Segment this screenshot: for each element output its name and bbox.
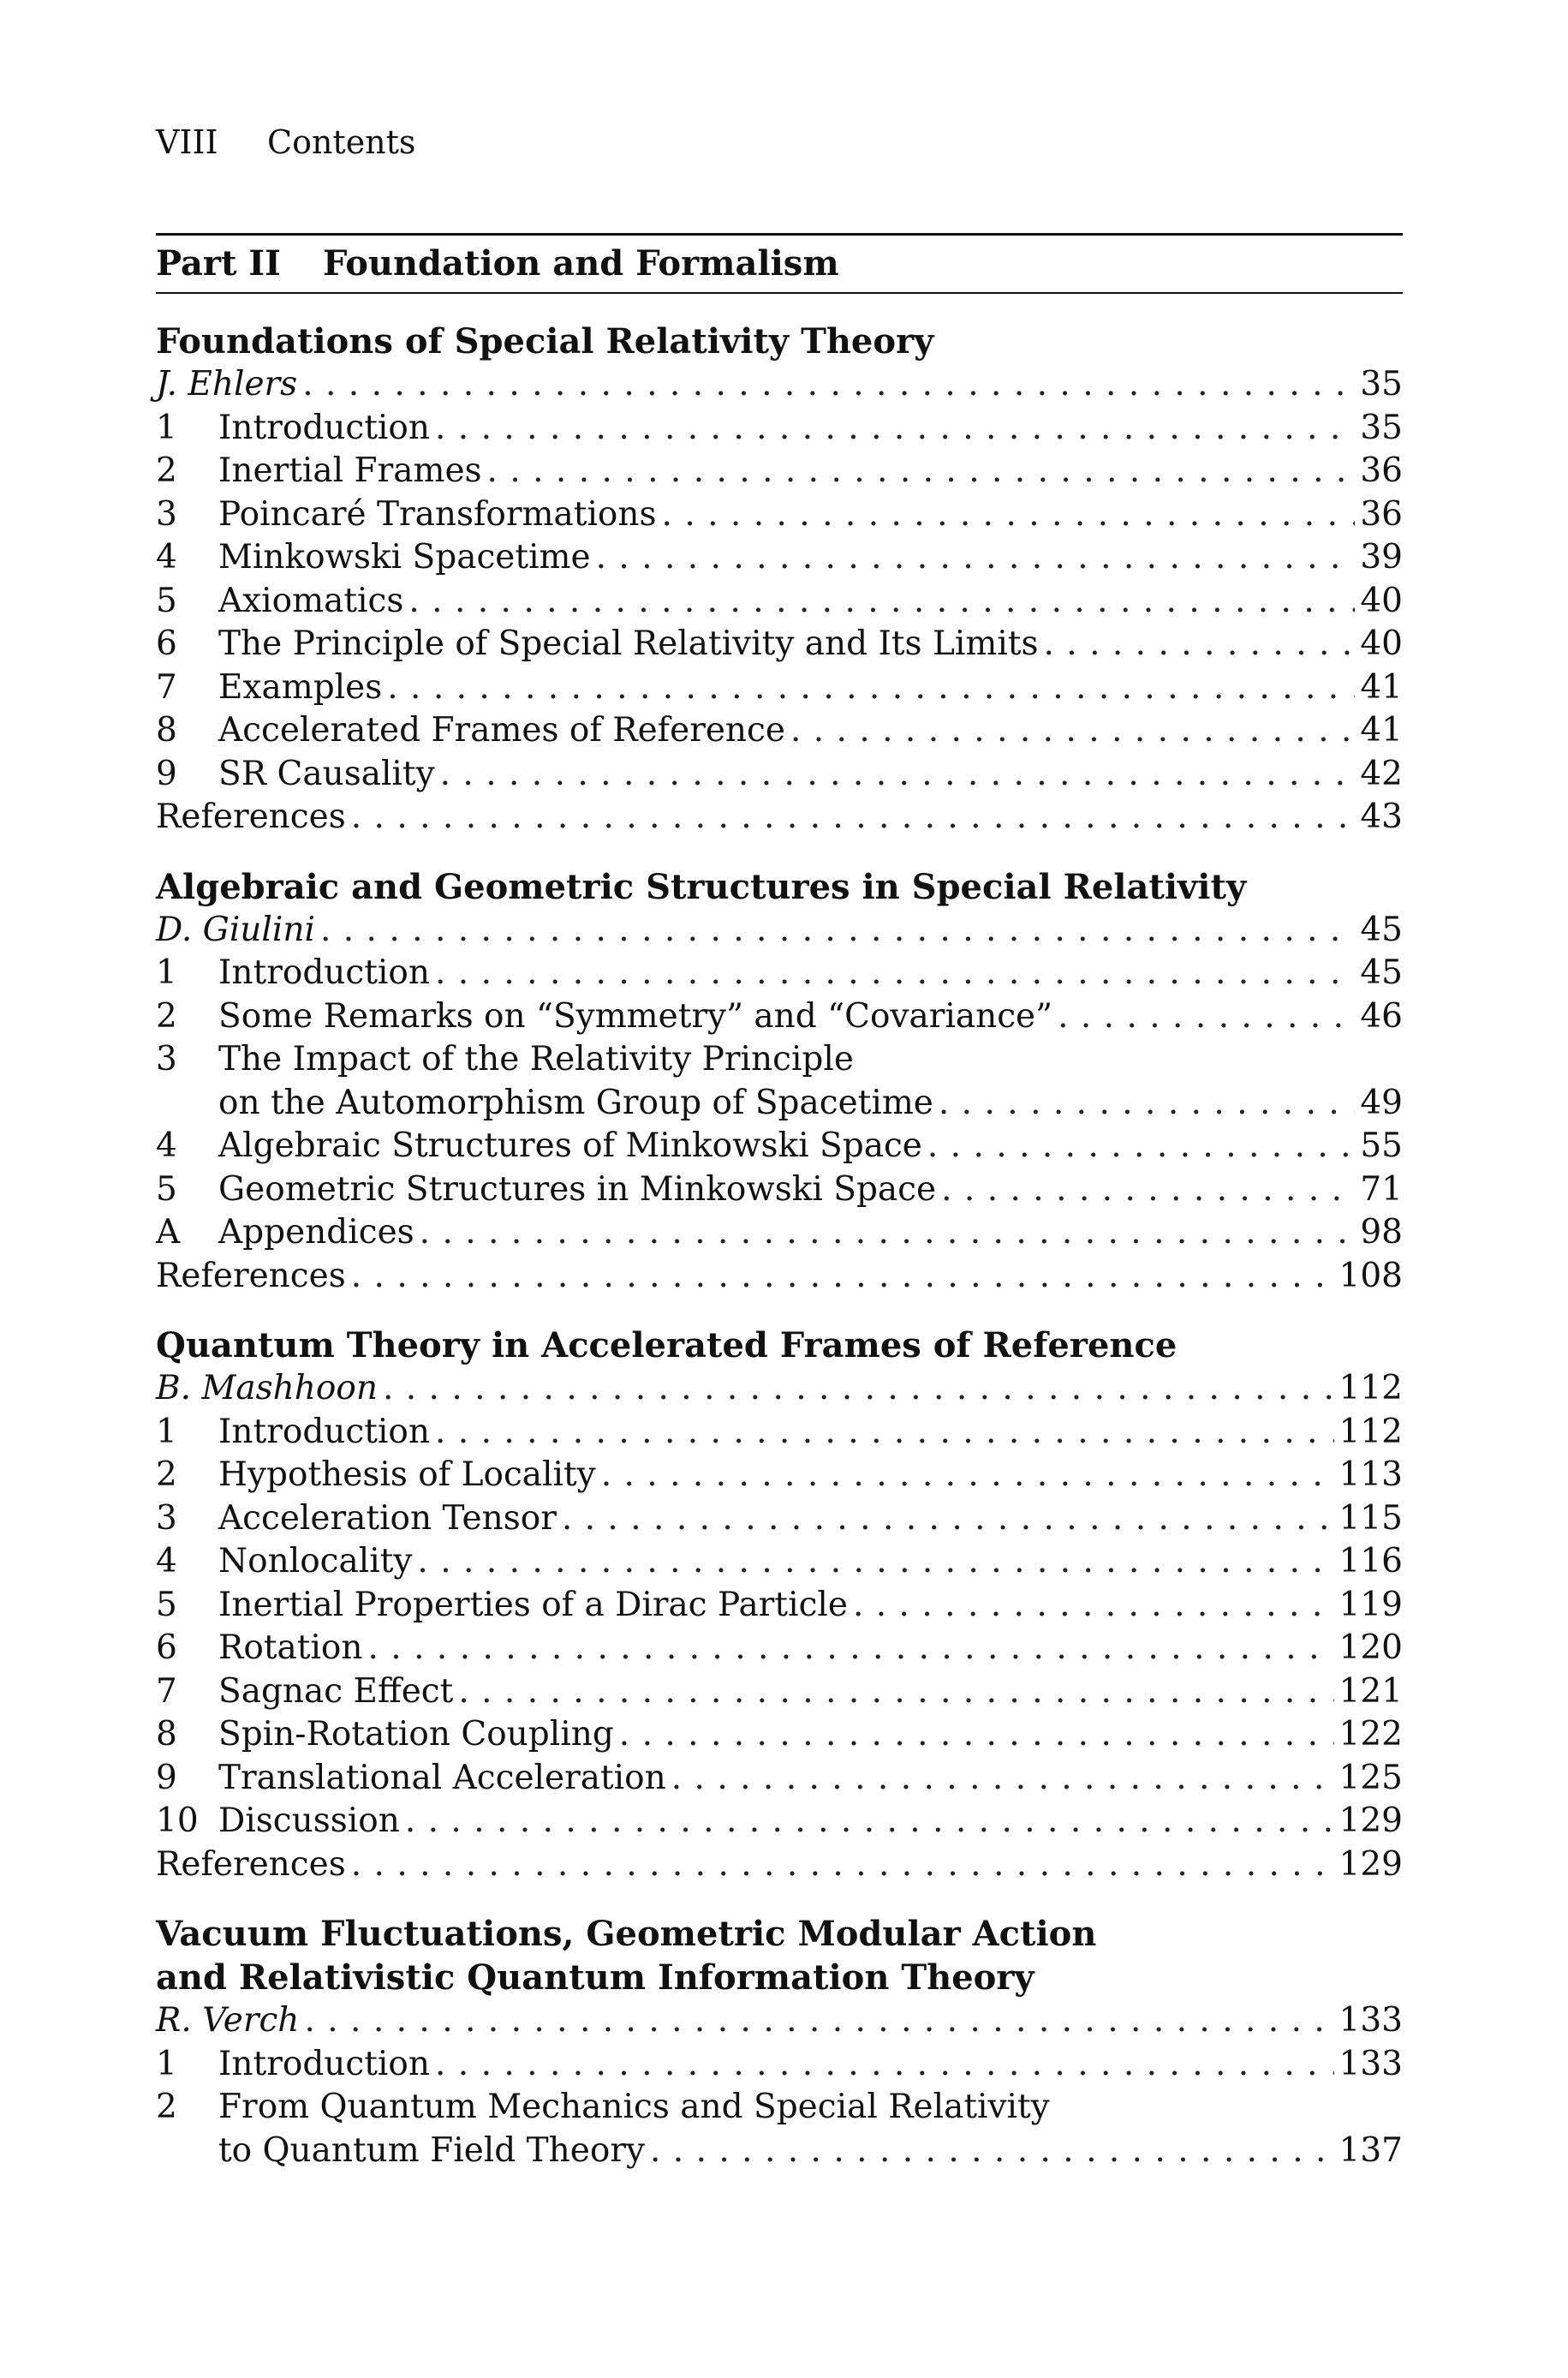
- toc-section: [156, 1912, 1403, 2172]
- entry-page: 120: [1338, 1628, 1403, 1667]
- entry-number: 5: [156, 581, 177, 620]
- entry-title: Appendices: [218, 1213, 414, 1252]
- entry-page: 129: [1338, 1801, 1403, 1840]
- dot-leader: [927, 1125, 1355, 1168]
- dot-leader: [320, 909, 1355, 953]
- entry-title: on the Automorphism Group of Spacetime: [218, 1083, 933, 1122]
- entry-title: Spin-Rotation Coupling: [218, 1715, 614, 1754]
- entry-title: SR Causality: [218, 754, 435, 793]
- references-entry[interactable]: [156, 796, 1403, 839]
- toc-entry[interactable]: [156, 1082, 1403, 1126]
- entry-number: 8: [156, 711, 177, 750]
- entry-title: Rotation: [218, 1628, 363, 1667]
- entry-title: Hypothesis of Locality: [218, 1455, 596, 1494]
- entry-number: 7: [156, 667, 177, 707]
- entry-page: 113: [1338, 1455, 1403, 1494]
- entry-title: Inertial Frames: [218, 451, 482, 490]
- dot-leader: [1058, 995, 1355, 1039]
- entry-number: 2: [156, 451, 177, 490]
- entry-number: 3: [156, 494, 177, 534]
- toc-page: [156, 120, 1403, 2172]
- dot-leader: [383, 1367, 1334, 1411]
- dot-leader: [939, 1082, 1355, 1126]
- part-title: Foundation and Formalism: [323, 243, 839, 284]
- toc-entry[interactable]: [156, 407, 1403, 451]
- entry-number: 8: [156, 1715, 177, 1754]
- dot-leader: [408, 580, 1355, 624]
- entry-page: 129: [1338, 1844, 1403, 1884]
- dot-leader: [487, 450, 1356, 493]
- chapter-title: Foundations of Special Relativity Theory: [156, 321, 934, 361]
- toc-entry[interactable]: [156, 1497, 1403, 1541]
- dot-leader: [941, 1168, 1355, 1212]
- entry-page: 45: [1360, 910, 1403, 949]
- references-entry[interactable]: [156, 1843, 1403, 1887]
- entry-title: References: [156, 1844, 346, 1884]
- toc-entry-line: [156, 1038, 1403, 1082]
- toc-entry[interactable]: [156, 493, 1403, 537]
- entry-title: Axiomatics: [218, 581, 404, 620]
- dot-leader: [420, 1211, 1356, 1255]
- dot-leader: [304, 1999, 1333, 2043]
- entry-title: to Quantum Field Theory: [218, 2130, 645, 2170]
- toc-entry[interactable]: [156, 1211, 1403, 1255]
- entry-number: 9: [156, 1758, 177, 1797]
- dot-leader: [387, 666, 1355, 710]
- toc-entry-line: [156, 2086, 1403, 2130]
- entry-number: 6: [156, 624, 177, 663]
- entry-title: References: [156, 798, 346, 836]
- dot-leader: [435, 2043, 1334, 2087]
- entry-title: Translational Acceleration: [218, 1758, 666, 1797]
- toc-section: [156, 1323, 1403, 1886]
- dot-leader: [790, 709, 1355, 753]
- entry-title: R. Verch: [156, 2001, 300, 2040]
- entry-page: 137: [1338, 2130, 1403, 2170]
- toc-entry[interactable]: [156, 1584, 1403, 1628]
- dot-leader: [662, 493, 1356, 537]
- toc-entry[interactable]: [156, 1411, 1403, 1455]
- entry-page: 40: [1360, 581, 1403, 620]
- entry-page: 121: [1338, 1671, 1403, 1711]
- toc-entry[interactable]: [156, 1454, 1403, 1497]
- toc-entry[interactable]: [156, 1757, 1403, 1801]
- dot-leader: [351, 1255, 1334, 1299]
- entry-title: Minkowski Spacetime: [218, 538, 591, 577]
- dot-leader: [351, 1843, 1334, 1887]
- chapter-author[interactable]: [156, 909, 1403, 953]
- references-entry[interactable]: [156, 1255, 1403, 1299]
- entry-number: 1: [156, 953, 177, 992]
- entry-page: 39: [1360, 538, 1403, 577]
- entry-page: 41: [1360, 711, 1403, 750]
- entry-title: B. Mashhoon: [156, 1369, 378, 1407]
- entry-number: 7: [156, 1671, 177, 1711]
- chapter-author[interactable]: [156, 1999, 1403, 2043]
- toc-entry[interactable]: [156, 623, 1403, 666]
- toc-entry[interactable]: [156, 1627, 1403, 1670]
- entry-page: 49: [1360, 1083, 1403, 1122]
- entry-title: Introduction: [218, 408, 430, 447]
- entry-page: 119: [1338, 1585, 1403, 1624]
- entry-title: References: [156, 1256, 346, 1295]
- toc-entry[interactable]: [156, 709, 1403, 753]
- chapter-title: Vacuum Fluctuations, Geometric Modular Action: [156, 1914, 1097, 1954]
- toc-section: [156, 865, 1403, 1299]
- dot-leader: [435, 952, 1355, 995]
- entry-title: The Impact of the Relativity Principle: [218, 1040, 854, 1078]
- entry-title: Inertial Properties of a Dirac Particle: [218, 1585, 848, 1624]
- entry-title: Nonlocality: [218, 1542, 413, 1580]
- dot-leader: [302, 363, 1355, 407]
- entry-page: 45: [1360, 953, 1403, 992]
- dot-leader: [596, 536, 1356, 580]
- entry-title: Acceleration Tensor: [218, 1498, 557, 1538]
- entry-page: 42: [1360, 754, 1403, 793]
- chapter-title: and Relativistic Quantum Information Theory: [156, 1957, 1034, 1998]
- entry-title: The Principle of Special Relativity and Its Limits: [218, 624, 1039, 663]
- part-rule-bottom: [156, 292, 1403, 294]
- entry-number: 2: [156, 996, 177, 1036]
- dot-leader: [405, 1800, 1334, 1843]
- entry-title: Introduction: [218, 1412, 430, 1451]
- entry-page: 133: [1338, 2044, 1403, 2083]
- entry-page: 41: [1360, 667, 1403, 707]
- entry-title: Introduction: [218, 953, 430, 992]
- entry-title: D. Giulini: [156, 910, 315, 949]
- dot-leader: [1043, 623, 1355, 666]
- toc-entry[interactable]: [156, 1125, 1403, 1168]
- chapter-author[interactable]: [156, 363, 1403, 407]
- entry-number: 9: [156, 754, 177, 793]
- entry-number: 10: [156, 1801, 199, 1840]
- entry-number: 4: [156, 1126, 177, 1165]
- entry-number: 1: [156, 2044, 177, 2083]
- part-number: Part II: [156, 243, 281, 284]
- toc-entry[interactable]: [156, 536, 1403, 580]
- entry-page: 115: [1338, 1498, 1403, 1538]
- entry-number: 6: [156, 1628, 177, 1667]
- entry-number: 2: [156, 1455, 177, 1494]
- entry-title: Accelerated Frames of Reference: [218, 711, 785, 750]
- entry-page: 98: [1360, 1213, 1403, 1252]
- toc-entry[interactable]: [156, 995, 1403, 1039]
- dot-leader: [368, 1627, 1334, 1670]
- running-head: [156, 120, 1403, 164]
- dot-leader: [671, 1757, 1334, 1801]
- toc-entry[interactable]: [156, 1800, 1403, 1843]
- toc-entry[interactable]: [156, 952, 1403, 995]
- entry-number: 2: [156, 2088, 177, 2126]
- entry-page: 43: [1360, 798, 1403, 836]
- toc-entry[interactable]: [156, 2130, 1403, 2173]
- toc-entry[interactable]: [156, 1713, 1403, 1757]
- toc-entry[interactable]: [156, 1540, 1403, 1584]
- dot-leader: [417, 1540, 1333, 1584]
- entry-page: 108: [1338, 1256, 1403, 1295]
- chapter-author[interactable]: [156, 1367, 1403, 1411]
- entry-title: Geometric Structures in Minkowski Space: [218, 1169, 937, 1209]
- entry-number: 3: [156, 1498, 177, 1538]
- entry-title: Examples: [218, 667, 383, 707]
- chapter-title: Algebraic and Geometric Structures in Special Relativity: [156, 866, 1247, 907]
- toc-entry[interactable]: [156, 1168, 1403, 1212]
- entry-number: 1: [156, 408, 177, 447]
- entry-title: From Quantum Mechanics and Special Relativity: [218, 2088, 1050, 2126]
- entry-title: Algebraic Structures of Minkowski Space: [218, 1126, 922, 1165]
- dot-leader: [650, 2130, 1334, 2173]
- entry-page: 36: [1360, 451, 1403, 490]
- entry-page: 125: [1338, 1758, 1403, 1797]
- dot-leader: [435, 407, 1355, 451]
- entry-page: 35: [1360, 365, 1403, 403]
- entry-number: 4: [156, 538, 177, 577]
- toc-entry[interactable]: [156, 666, 1403, 710]
- entry-title: Discussion: [218, 1801, 400, 1840]
- dot-leader: [562, 1497, 1334, 1541]
- entry-title: Sagnac Effect: [218, 1671, 454, 1711]
- dot-leader: [351, 796, 1356, 839]
- entry-page: 112: [1338, 1369, 1403, 1407]
- entry-number: 1: [156, 1412, 177, 1451]
- toc-entry[interactable]: [156, 1670, 1403, 1714]
- chapter-title: Quantum Theory in Accelerated Frames of Reference: [156, 1325, 1177, 1365]
- entry-page: 40: [1360, 624, 1403, 663]
- toc-entry[interactable]: [156, 580, 1403, 624]
- entry-number: 5: [156, 1585, 177, 1624]
- toc-entry[interactable]: [156, 450, 1403, 493]
- entry-page: 71: [1360, 1169, 1403, 1209]
- entry-number: A: [156, 1213, 181, 1252]
- running-head-title: Contents: [267, 123, 416, 161]
- entry-page: 116: [1338, 1542, 1403, 1580]
- entry-number: 5: [156, 1169, 177, 1209]
- entry-number: 4: [156, 1542, 177, 1580]
- dot-leader: [458, 1670, 1333, 1714]
- entry-title: Poincaré Transformations: [218, 494, 657, 534]
- entry-page: 36: [1360, 494, 1403, 534]
- entry-title: Introduction: [218, 2044, 430, 2083]
- entry-page: 46: [1360, 996, 1403, 1036]
- toc-entry[interactable]: [156, 753, 1403, 797]
- entry-page: 35: [1360, 408, 1403, 447]
- dot-leader: [601, 1454, 1334, 1497]
- dot-leader: [440, 753, 1356, 797]
- entry-page: 112: [1338, 1412, 1403, 1451]
- entry-number: 3: [156, 1040, 177, 1078]
- entry-title: J. Ehlers: [156, 365, 298, 403]
- entry-page: 55: [1360, 1126, 1403, 1165]
- toc-entry[interactable]: [156, 2043, 1403, 2087]
- dot-leader: [853, 1584, 1334, 1628]
- entry-page: 122: [1338, 1715, 1403, 1754]
- entry-title: Some Remarks on “Symmetry” and “Covariance”: [218, 996, 1053, 1036]
- dot-leader: [619, 1713, 1334, 1757]
- toc-section: [156, 320, 1403, 839]
- toc-sections: [156, 320, 1403, 2172]
- part-heading: [156, 236, 1403, 292]
- page-folio: VIII: [156, 123, 218, 161]
- dot-leader: [435, 1411, 1334, 1455]
- entry-page: 133: [1338, 2001, 1403, 2040]
